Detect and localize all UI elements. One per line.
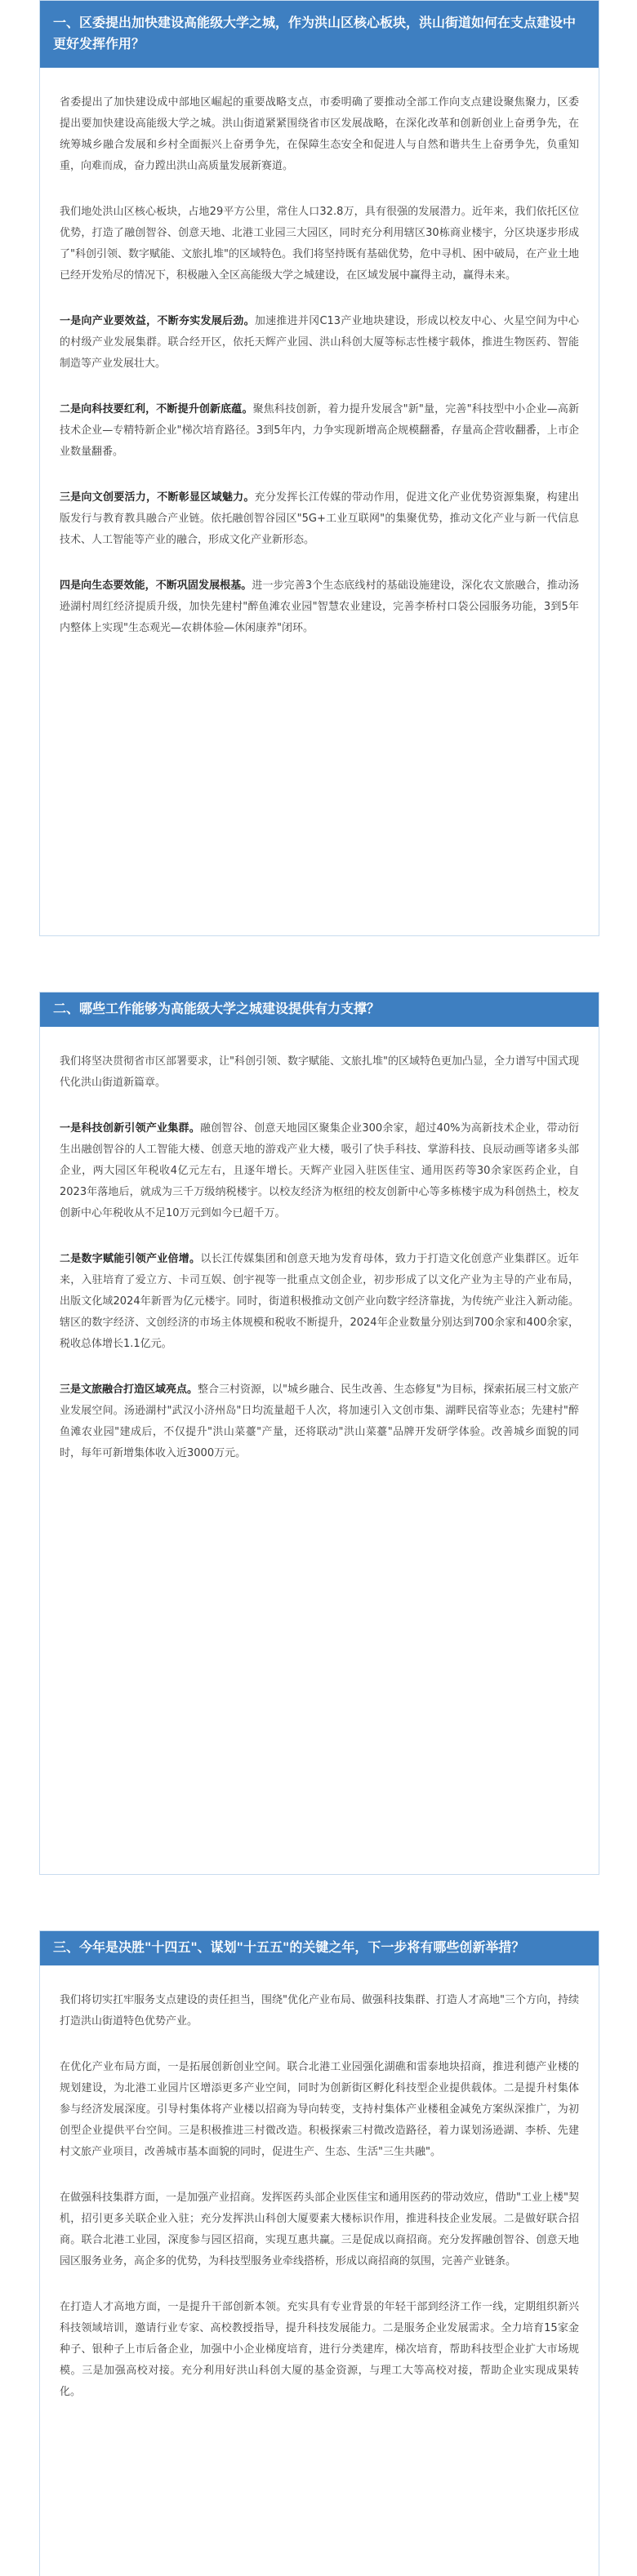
section-1-paragraph-2-text: 我们地处洪山区核心板块，占地29平方公里，常住人口32.8万，具有很强的发展潜力。近年来，我们依托区位优势，打造了融创智谷、创意天地、北港工业园三大园区，同时充分利用辖区30栋商业楼宇，分区块逐步形成了"科创引领、数字赋能、文旅扎堆"的区域特色。我们将坚持既有基础优势，危中寻机、困中破局，在产业土地已经开发殆尽的情况下，积极融入全区高能级大学之城建设，在区域发展中赢得主动，赢得未来。 bbox=[60, 206, 579, 282]
section-2-paragraph-3-lead: 二是数字赋能引领产业倍增。 bbox=[60, 1253, 201, 1265]
section-2-paragraph-4 bbox=[60, 1379, 579, 1464]
section-3-header bbox=[40, 1931, 599, 1965]
section-2-paragraph-4-lead: 三是文旅融合打造区域亮点。 bbox=[60, 1383, 198, 1396]
section-3-paragraph-1-text: 我们将切实扛牢服务支点建设的责任担当，围绕"优化产业布局、做强科技集群、打造人才高地"三个方向，持续打造洪山街道特色优势产业。 bbox=[60, 1994, 579, 2027]
section-1-title: 一、区委提出加快建设高能级大学之城，作为洪山区核心板块，洪山街道如何在支点建设中更好发挥作用？ bbox=[53, 15, 577, 51]
section-1-header bbox=[40, 1, 599, 68]
section-2-paragraph-3 bbox=[60, 1249, 579, 1355]
section-1-paragraph-4-lead: 二是向科技要红利，不断提升创新底蕴。 bbox=[60, 403, 253, 415]
section-1-paragraph-3 bbox=[60, 311, 579, 375]
section-3-paragraph-2 bbox=[60, 2057, 579, 2163]
section-1-body bbox=[40, 68, 599, 639]
section-2-paragraph-2 bbox=[60, 1118, 579, 1224]
section-2-card bbox=[39, 992, 599, 1875]
section-1-paragraph-1 bbox=[60, 92, 579, 177]
section-3-paragraph-2-text: 在优化产业布局方面，一是拓展创新创业空间。联合北港工业园强化湖礁和雷泰地块招商，推进利德产业楼的规划建设，为北港工业园片区增添更多产业空间，同时为创新街区孵化科技型企业提供载体。二是提升村集体参与经济发展深度。引导村集体将产业楼以招商为导向转变，支持村集体产业楼租金减免方案纵深推广，为初创型企业提供平台空间。三是积极推进三村微改造。积极探索三村微改造路径，着力谋划汤逊湖、李桥、先建村文旅产业项目，改善城市基本面貌的同时，促进生产、生态、生活"三生共融"。 bbox=[60, 2061, 579, 2158]
section-2-header bbox=[40, 993, 599, 1027]
section-1-paragraph-6 bbox=[60, 575, 579, 639]
section-1-paragraph-1-text: 省委提出了加快建设成中部地区崛起的重要战略支点，市委明确了要推动全部工作向支点建设聚焦聚力，区委提出要加快建设高能级大学之城。洪山街道紧紧围绕省市区发展战略，在深化改革和创新创业上奋勇争先，在统筹城乡融合发展和乡村全面振兴上奋勇争先，在保障生态安全和促进人与自然和谐共生上奋勇争先，负重知重，向难而成，奋力蹚出洪山高质量发展新赛道。 bbox=[60, 96, 579, 172]
section-3-paragraph-4 bbox=[60, 2297, 579, 2403]
section-2-paragraph-2-lead: 一是科技创新引领产业集群。 bbox=[60, 1122, 200, 1135]
section-3-paragraph-3 bbox=[60, 2187, 579, 2272]
section-3-paragraph-3-text: 在做强科技集群方面，一是加强产业招商。发挥医药头部企业医佳宝和通用医药的带动效应，借助"工业上楼"契机，招引更多关联企业入驻；充分发挥洪山科创大厦要素大楼标识作用，推进科技企业发展。二是做好联合招商。联合北港工业园，深度参与园区招商，实现互惠共赢。三是促成以商招商。充分发挥融创智谷、创意天地园区服务业务，高企多的优势，为科技型服务业牵线搭桥，形成以商招商的氛围，完善产业链条。 bbox=[60, 2192, 579, 2267]
section-3-body bbox=[40, 1965, 599, 2403]
section-1-paragraph-5 bbox=[60, 487, 579, 551]
section-3-paragraph-1 bbox=[60, 1990, 579, 2032]
section-1-paragraph-2 bbox=[60, 202, 579, 286]
section-3-card bbox=[39, 1930, 599, 2576]
section-2-paragraph-2-text: 融创智谷、创意天地园区聚集企业300余家，超过40%为高新技术企业，带动衍生出融创智谷的人工智能大楼、创意天地的游戏产业大楼，吸引了快手科技、掌游科技、良辰动画等诸多头部企业，两大园区年税收4亿元左右，且逐年增长。天辉产业园入驻医佳宝、通用医药等30余家医药企业，自2023年落地后，就成为三千万级纳税楼宇。以校友经济为枢纽的校友创新中心等多栋楼宇成为科创热土，校友创新中心年税收从不足10万元到如今已超千万。 bbox=[60, 1122, 579, 1219]
section-2-paragraph-1-text: 我们将坚决贯彻省市区部署要求，让"科创引领、数字赋能、文旅扎堆"的区域特色更加凸显，全力谱写中国式现代化洪山街道新篇章。 bbox=[60, 1055, 579, 1089]
section-2-title: 二、哪些工作能够为高能级大学之城建设提供有力支撑？ bbox=[53, 1001, 381, 1016]
section-2-paragraph-3-text: 以长江传媒集团和创意天地为发育母体，致力于打造文化创意产业集群区。近年来，入驻培育了爱立方、卡司互娱、创宇视等一批重点文创企业，初步形成了以文化产业为主导的产业布局，出版文化域2024年新晋为亿元楼宇。同时，街道积极推动文创产业向数字经济靠拢，为传统产业注入新动能。辖区的数字经济、文创经济的市场主体规模和税收不断提升，2024年企业数量分别达到700余家和400余家，税收总体增长1.1亿元。 bbox=[60, 1253, 579, 1350]
section-1-paragraph-3-text: 加速推进并冈C13产业地块建设，形成以校友中心、火星空间为中心的村级产业发展集群。联合经开区，依托天辉产业园、洪山科创大厦等标志性楼宇载体，推进生物医药、智能制造等产业发展壮大。 bbox=[60, 315, 579, 370]
section-1-paragraph-4 bbox=[60, 399, 579, 463]
section-1-paragraph-6-text: 进一步完善3个生态底线村的基础设施建设，深化农文旅融合，推动汤逊湖村周红经济提质升级，加快先建村"醉鱼滩农业园"智慧农业建设，完善李桥村口袋公园服务功能，3到5年内整体上实现"生态观光—农耕体验—休闲康养"闭环。 bbox=[60, 580, 579, 634]
section-3-title: 三、今年是决胜"十四五"、谋划"十五五"的关键之年，下一步将有哪些创新举措？ bbox=[53, 1939, 525, 1955]
section-2-paragraph-4-text: 整合三村资源，以"城乡融合、民生改善、生态修复"为目标，探索拓展三村文旅产业发展空间。汤逊湖村"武汉小济州岛"日均流量超千人次，将加速引入文创市集、湖畔民宿等业态；先建村"醉鱼滩农业园"建成后，不仅提升"洪山菜薹"产量，还将联动"洪山菜薹"品牌开发研学体验。改善城乡面貌的同时，每年可新增集体收入近3000万元。 bbox=[60, 1383, 579, 1459]
section-1-paragraph-4-text: 聚焦科技创新，着力提升发展含"新"量，完善"科技型中小企业—高新技术企业—专精特新企业"梯次培育路径。3到5年内，力争实现新增高企规模翻番，存量高企营收翻番，上市企业数量翻番。 bbox=[60, 403, 579, 458]
section-1-paragraph-6-lead: 四是向生态要效能，不断巩固发展根基。 bbox=[60, 580, 252, 592]
section-2-body bbox=[40, 1027, 599, 1464]
section-1-card bbox=[39, 0, 599, 936]
section-3-paragraph-4-text: 在打造人才高地方面，一是提升干部创新本领。充实具有专业背景的年轻干部到经济工作一线，定期组织新兴科技领域培训，邀请行业专家、高校教授指导，提升科技发展能力。二是服务企业发展需求。全力培育15家金种子、银种子上市后备企业，加强中小企业梯度培育，进行分类建库，梯次培育，帮助科技型企业扩大市场规模。三是加强高校对接。充分利用好洪山科创大厦的基金资源，与理工大等高校对接，帮助企业实现成果转化。 bbox=[60, 2301, 579, 2398]
section-1-paragraph-5-text: 充分发挥长江传媒的带动作用，促进文化产业优势资源集聚，构建出版发行与教育教具融合产业链。依托融创智谷园区"5G+工业互联网"的集聚优势，推动文化产业与新一代信息技术、人工智能等产业的融合，形成文化产业新形态。 bbox=[60, 491, 579, 546]
section-1-paragraph-5-lead: 三是向文创要活力，不断彰显区域魅力。 bbox=[60, 491, 255, 504]
section-1-paragraph-3-lead: 一是向产业要效益，不断夯实发展后劲。 bbox=[60, 315, 255, 327]
section-2-paragraph-1 bbox=[60, 1051, 579, 1094]
